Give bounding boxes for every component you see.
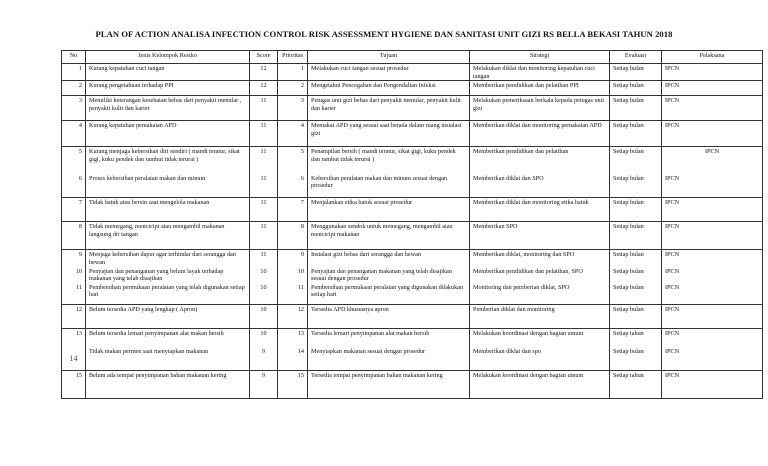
row-jenis: Memiliki keterangan kesehatan bebas dari penyakit menular , penyakit kulit dan karier [86,96,250,121]
row-no: 9 [62,250,86,267]
table-row [62,222,763,250]
table-row [62,347,763,371]
row-prioritas: 7 [278,198,308,222]
row-prioritas: 13 [278,329,308,347]
row-strategi: Melakukan diklat dan monitoring kepatuhan cuci tangan [470,64,610,81]
row-evaluasi: Setiap bulan [610,347,662,371]
row-tujuan: Pembersihan permukaan peralatan yang digunakan dilakukan setiap hari [308,283,470,305]
table-row [62,147,763,174]
row-pelaksana: IPCN [662,64,763,81]
row-score: 9 [250,347,278,371]
row-evaluasi: Setiap tahun [610,371,662,399]
row-evaluasi: Setiap bulan [610,121,662,147]
table-row [62,121,763,147]
row-evaluasi: Setiap bulan [610,147,662,174]
row-prioritas: 10 [278,267,308,283]
row-pelaksana: IPCN [662,250,763,267]
row-prioritas: 15 [278,371,308,399]
row-score: 9 [250,371,278,399]
row-evaluasi: Setiap tahun [610,329,662,347]
row-jenis: Penyajian dan penanganan yang belum layak terhadap makanan yang telah disajikan [86,267,250,283]
row-pelaksana: IPCN [662,174,763,198]
table-row [62,371,763,399]
row-no: 15 [62,371,86,399]
row-pelaksana: IPCN [662,198,763,222]
row-pelaksana: IPCN [662,371,763,399]
row-jenis: Tidak batuk atau bersin saat mengelola makanan [86,198,250,222]
row-jenis: Belum ada tempat penyimpanan bahan makanan kering [86,371,250,399]
row-tujuan: Penampilan bersih ( mandi teratur, sikat gigi, kuku pendek dan rambut tidak terurai ) [308,147,470,174]
row-strategi: Memberikan diklat dan monitoring pemakaian APD [470,121,610,147]
row-prioritas: 14 [278,347,308,371]
table-row [62,250,763,267]
row-strategi: Pemberian diklat dan monitoring [470,305,610,329]
row-prioritas: 2 [278,81,308,96]
row-strategi: Memberikan SPO [470,222,610,250]
table-row [62,174,763,198]
plan-of-action-table [61,50,763,399]
row-tujuan: Menggunakan sendok untuk memegang, mengambil atau mencicipi makanan [308,222,470,250]
row-score: 11 [250,174,278,198]
row-strategi: Memberikan diklat dan monitoring etika batuk [470,198,610,222]
row-strategi: Monitoring dan pemberian diklat, SPO [470,283,610,305]
row-tujuan: Melakukan cuci tangan sesuai prosedur [308,64,470,81]
row-score: 10 [250,267,278,283]
row-score: 11 [250,96,278,121]
row-strategi: Melakukan pemeriksaan berkala kepada petugas unit gizi [470,96,610,121]
row-strategi: Memberikan diklat dan SPO [470,174,610,198]
row-prioritas: 1 [278,64,308,81]
table-row [62,64,763,81]
document-title: PLAN OF ACTION ANALISA INFECTION CONTROL RISK ASSESSMENT HYGIENE DAN SANITASI UNIT GIZI RS BELLA BEKASI TAHUN 2018 [95,29,673,39]
row-no: 14 [62,347,86,371]
row-score: 12 [250,64,278,81]
row-score: 11 [250,222,278,250]
row-tujuan: Memakai APD yang sesuai saat berada dalam ruang instalasi gizi [308,121,470,147]
row-evaluasi: Setiap bulan [610,222,662,250]
row-strategi: Memberikan pendidikan dan pelatihan [470,147,610,174]
row-evaluasi: Setiap bulan [610,174,662,198]
row-strategi: Melakukan koordinasi dengan bagian umum [470,329,610,347]
header-pelaksana: Pelaksana [662,51,763,64]
row-no: 4 [62,121,86,147]
row-evaluasi: Setiap bulan [610,305,662,329]
row-jenis: Pembersihan permukaan peralatan yang telah digunakan setiap hari [86,283,250,305]
table-row [62,283,763,305]
row-score: 12 [250,81,278,96]
table-row [62,267,763,283]
row-score: 11 [250,250,278,267]
row-evaluasi: Setiap bulan [610,64,662,81]
row-pelaksana: IPCN [662,267,763,283]
row-score: 11 [250,147,278,174]
row-strategi: Memberikan diklat dan spo [470,347,610,371]
header-evaluasi: Evaluasi [610,51,662,64]
row-tujuan: Instalasi gizi bebas dari serangga dan hewan [308,250,470,267]
row-pelaksana: IPCN [662,329,763,347]
row-tujuan: Tersedia lemari penyimpanan alat makan bersih [308,329,470,347]
row-pelaksana: IPCN [662,347,763,371]
row-prioritas: 9 [278,250,308,267]
row-jenis: Tidak memegang, mencicipi atau mengambil makanan langsung dri tangan [86,222,250,250]
row-tujuan: Mengetahui Pencegahan dan Pengendalian Infeksi [308,81,470,96]
row-no: 11 [62,283,86,305]
row-no: 5 [62,147,86,174]
row-pelaksana: IPCN [662,147,763,174]
row-strategi: Memberikan pendidikan dan pelatihan, SPO [470,267,610,283]
row-evaluasi: Setiap bulan [610,81,662,96]
row-score: 10 [250,305,278,329]
row-jenis: Proses kebersihan peralatan makan dan minum [86,174,250,198]
row-pelaksana: IPCN [662,81,763,96]
row-no: 8 [62,222,86,250]
row-jenis: Tidak makan permen saat menyiapkan makanan [86,347,250,371]
table-header-row [62,51,763,64]
row-pelaksana: IPCN [662,222,763,250]
row-tujuan: Kebersihan peralatan makan dan minum sesuai dengan prosedur [308,174,470,198]
row-evaluasi: Setiap bulan [610,198,662,222]
row-pelaksana: IPCN [662,121,763,147]
row-evaluasi: Setiap bulan [610,283,662,305]
row-jenis: Belum tersedia lemari penyimpanan alat makan bersih [86,329,250,347]
table-row [62,305,763,329]
row-pelaksana: IPCN [662,283,763,305]
row-evaluasi: Setiap bulan [610,267,662,283]
row-evaluasi: Setiap bulan [610,96,662,121]
row-jenis: Kurang kepatuhan cuci tangan [86,64,250,81]
header-prioritas: Prioritas [278,51,308,64]
row-tujuan: Tersedia APD khususnya apron [308,305,470,329]
row-no: 10 [62,267,86,283]
table-row [62,198,763,222]
row-evaluasi: Setiap bulan [610,250,662,267]
row-no: 13 [62,329,86,347]
row-prioritas: 4 [278,121,308,147]
row-strategi: Memberikan pendidikan dan pelatihan PPI [470,81,610,96]
row-score: 10 [250,329,278,347]
row-score: 11 [250,198,278,222]
row-tujuan: Menyiapkan makanan sesuai dengan prosedur [308,347,470,371]
row-jenis: Kurang kepatuhan pemakaian APD [86,121,250,147]
row-score: 11 [250,121,278,147]
row-prioritas: 3 [278,96,308,121]
table-row [62,329,763,347]
header-score: Score [250,51,278,64]
row-score: 10 [250,283,278,305]
row-no: 1 [62,64,86,81]
row-prioritas: 8 [278,222,308,250]
row-prioritas: 11 [278,283,308,305]
row-tujuan: Penyajian dan penanganan makanan yang telah disajikan sesuai dengan prosedur [308,267,470,283]
row-tujuan: Menjalankan etika batuk sesuai prosedur [308,198,470,222]
row-jenis: Belum tersedia APD yang lengkap ( Apron) [86,305,250,329]
header-jenis: Jenis Kelompok Resiko [86,51,250,64]
table-row [62,81,763,96]
row-prioritas: 12 [278,305,308,329]
row-jenis: Menjaga kebersihan dapur agar terhindar dari serangga dan hewan [86,250,250,267]
row-strategi: Memberikan diklat, monitoring dan SPO [470,250,610,267]
row-pelaksana: IPCN [662,305,763,329]
row-prioritas: 5 [278,147,308,174]
header-tujuan: Tujuan [308,51,470,64]
row-jenis: Kurang menjaga kebersihan diri sendiri ( mandi teratur, sikat gigi, kuku pendek dan rambut tidak terurai ) [86,147,250,174]
row-no: 12 [62,305,86,329]
row-prioritas: 6 [278,174,308,198]
table-row [62,96,763,121]
header-no: No [62,51,86,64]
row-pelaksana: IPCN [662,96,763,121]
row-no: 7 [62,198,86,222]
row-tujuan: Petugas unit gizi bebas dari penyakit menular, penyakit kulit dan karier [308,96,470,121]
header-strategi: Strategi [470,51,610,64]
row-tujuan: Tersedia tempat penyimpanan bahan makanan kering [308,371,470,399]
row-jenis: Kurang pengetahuan terhadap PPI [86,81,250,96]
row-no: 2 [62,81,86,96]
row-no: 3 [62,96,86,121]
row-strategi: Melakukan koordinasi dengan bagian umum [470,371,610,399]
row-no: 6 [62,174,86,198]
